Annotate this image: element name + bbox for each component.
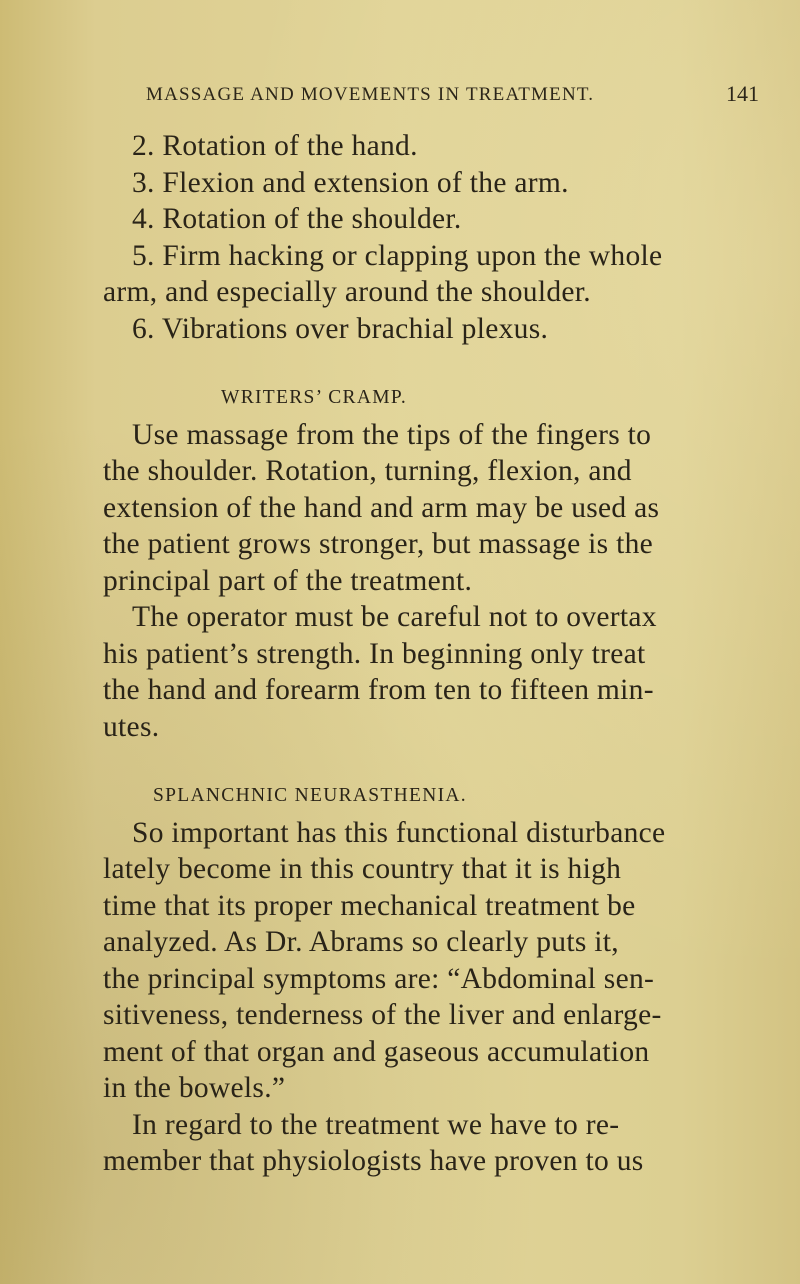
paragraph-line: Use massage from the tips of the fingers to [132,418,652,451]
paragraph-line: lately become in this country that it is high [103,853,622,885]
section-heading-splanchnic-neurasthenia: SPLANCHNIC NEURASTHENIA. [153,785,467,806]
paragraph-line: In regard to the treatment we have to re- [132,1108,620,1141]
list-item: 4. Rotation of the shoulder. [132,203,462,235]
paragraph-line: So important has this functional disturbance [132,816,666,849]
paragraph-line: the principal symptoms are: “Abdominal sen- [103,962,655,995]
body-text [103,128,743,1180]
paragraph-line: the shoulder. Rotation, turning, flexion, and [103,455,632,487]
paragraph-line: utes. [103,710,160,743]
paragraph-line: principal part of the treatment. [103,564,473,597]
running-head-title: MASSAGE AND MOVEMENTS IN TREATMENT. [146,84,595,105]
page-number: 141 [726,81,759,106]
list-item: 3. Flexion and extension of the arm. [132,166,569,199]
running-head [146,81,759,106]
paragraph-line: the hand and forearm from ten to fifteen min- [103,674,654,706]
paragraph-line: his patient’s strength. In beginning only treat [103,637,646,670]
list-item: 2. Rotation of the hand. [132,130,418,162]
list-item: 5. Firm hacking or clapping upon the whole [132,239,663,272]
list-item-continuation: arm, and especially around the shoulder. [103,276,591,308]
paragraph-line: time that its proper mechanical treatment be [103,889,636,922]
list-item: 6. Vibrations over brachial plexus. [132,312,549,345]
paragraph-line: the patient grows stronger, but massage is the [103,528,654,560]
paragraph-line: extension of the hand and arm may be used as [103,491,660,524]
paragraph-line: sitiveness, tenderness of the liver and enlarge- [103,999,662,1031]
paragraph-line: member that physiologists have proven to us [103,1145,644,1177]
paragraph-line: analyzed. As Dr. Abrams so clearly puts it, [103,926,619,958]
paragraph-line: ment of that organ and gaseous accumulation [103,1035,650,1068]
section-heading-writers-cramp: WRITERS’ CRAMP. [221,387,407,408]
paragraph-line: in the bowels.” [103,1072,286,1104]
paragraph-line: The operator must be careful not to overtax [132,601,657,633]
